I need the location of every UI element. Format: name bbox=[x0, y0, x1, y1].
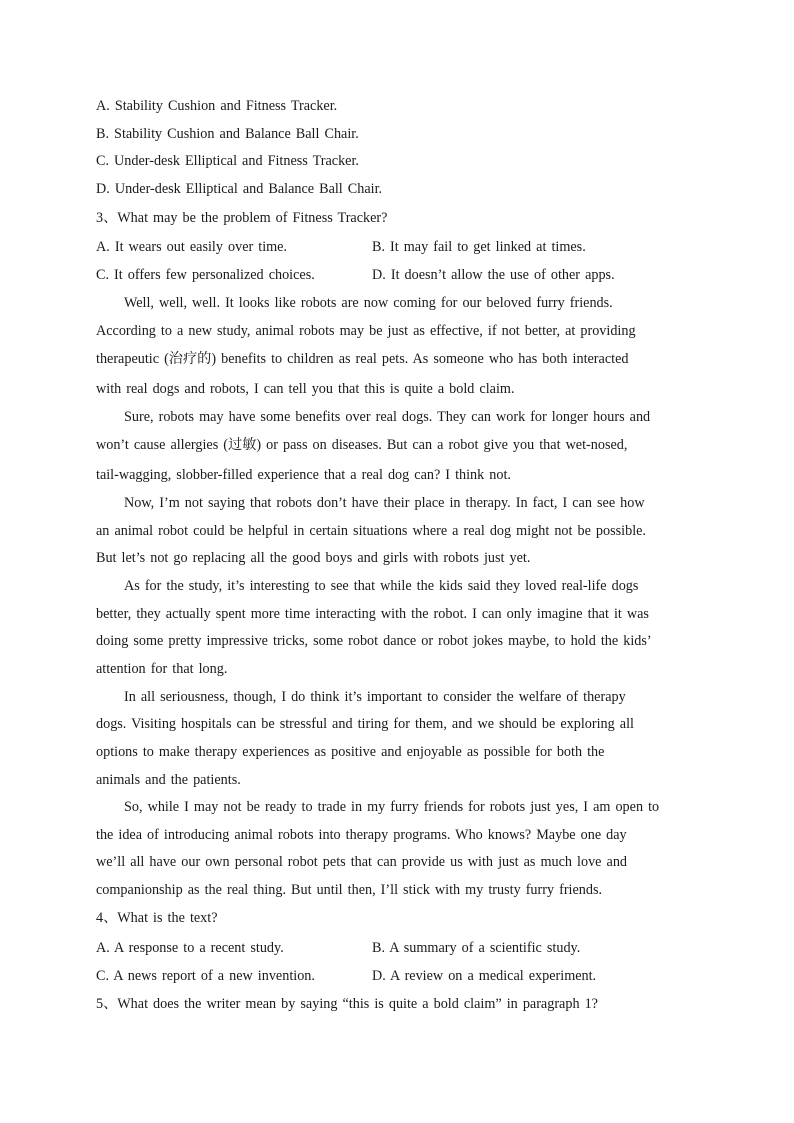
q2-option-b: B. Stability Cushion and Balance Ball Chair. bbox=[96, 126, 359, 142]
passage-line: Now, I’m not saying that robots don’t have their place in therapy. In fact, I can see how bbox=[124, 495, 645, 511]
passage-line: companionship as the real thing. But until then, I’ll stick with my trusty furry friends. bbox=[96, 882, 603, 898]
passage-line: won’t cause allergies (过敏) or pass on diseases. But can a robot give you that wet-nosed, bbox=[96, 437, 628, 453]
passage-line: an animal robot could be helpful in certain situations where a real dog might not be possible. bbox=[96, 523, 646, 539]
q2-option-d: D. Under-desk Elliptical and Balance Ball Chair. bbox=[96, 181, 383, 197]
q3-question: 3、What may be the problem of Fitness Tracker? bbox=[96, 210, 388, 226]
q2-option-c: C. Under-desk Elliptical and Fitness Tracker. bbox=[96, 153, 359, 169]
passage-line: Well, well, well. It looks like robots are now coming for our beloved furry friends. bbox=[124, 295, 613, 311]
passage-line: attention for that long. bbox=[96, 661, 228, 677]
passage-line: Sure, robots may have some benefits over real dogs. They can work for longer hours and bbox=[124, 409, 651, 425]
passage-line: But let’s not go replacing all the good boys and girls with robots just yet. bbox=[96, 550, 531, 566]
q4-option-a: A. A response to a recent study. bbox=[96, 940, 284, 956]
passage-line: doing some pretty impressive tricks, some robot dance or robot jokes maybe, to hold the kids’ bbox=[96, 633, 652, 649]
q5-question: 5、What does the writer mean by saying “this is quite a bold claim” in paragraph 1? bbox=[96, 996, 598, 1012]
passage-line: better, they actually spent more time interacting with the robot. I can only imagine that it was bbox=[96, 606, 649, 622]
q4-option-b: B. A summary of a scientific study. bbox=[372, 940, 581, 956]
passage-line: tail-wagging, slobber-filled experience that a real dog can? I think not. bbox=[96, 467, 511, 483]
q4-option-d: D. A review on a medical experiment. bbox=[372, 968, 597, 984]
passage-line: According to a new study, animal robots may be just as effective, if not better, at providing bbox=[96, 323, 636, 339]
q3-option-b: B. It may fail to get linked at times. bbox=[372, 239, 586, 255]
passage-line: dogs. Visiting hospitals can be stressful and tiring for them, and we should be exploring all bbox=[96, 716, 634, 732]
passage-line: In all seriousness, though, I do think it’s important to consider the welfare of therapy bbox=[124, 689, 626, 705]
q3-option-c: C. It offers few personalized choices. bbox=[96, 267, 315, 283]
passage-line: So, while I may not be ready to trade in my furry friends for robots just yes, I am open to bbox=[124, 799, 660, 815]
q4-question: 4、What is the text? bbox=[96, 910, 218, 926]
passage-line: animals and the patients. bbox=[96, 772, 241, 788]
passage-line: options to make therapy experiences as positive and enjoyable as possible for both the bbox=[96, 744, 605, 760]
passage-line: As for the study, it’s interesting to see that while the kids said they loved real-life dogs bbox=[124, 578, 639, 594]
q3-option-d: D. It doesn’t allow the use of other apps. bbox=[372, 267, 615, 283]
q4-option-c: C. A news report of a new invention. bbox=[96, 968, 315, 984]
passage-line: with real dogs and robots, I can tell you that this is quite a bold claim. bbox=[96, 381, 515, 397]
passage-line: we’ll all have our own personal robot pets that can provide us with just as much love and bbox=[96, 854, 628, 870]
q3-option-a: A. It wears out easily over time. bbox=[96, 239, 288, 255]
q2-option-a: A. Stability Cushion and Fitness Tracker. bbox=[96, 98, 338, 114]
passage-line: therapeutic (治疗的) benefits to children as real pets. As someone who has both interacted bbox=[96, 351, 629, 367]
passage-line: the idea of introducing animal robots into therapy programs. Who knows? Maybe one day bbox=[96, 827, 627, 843]
